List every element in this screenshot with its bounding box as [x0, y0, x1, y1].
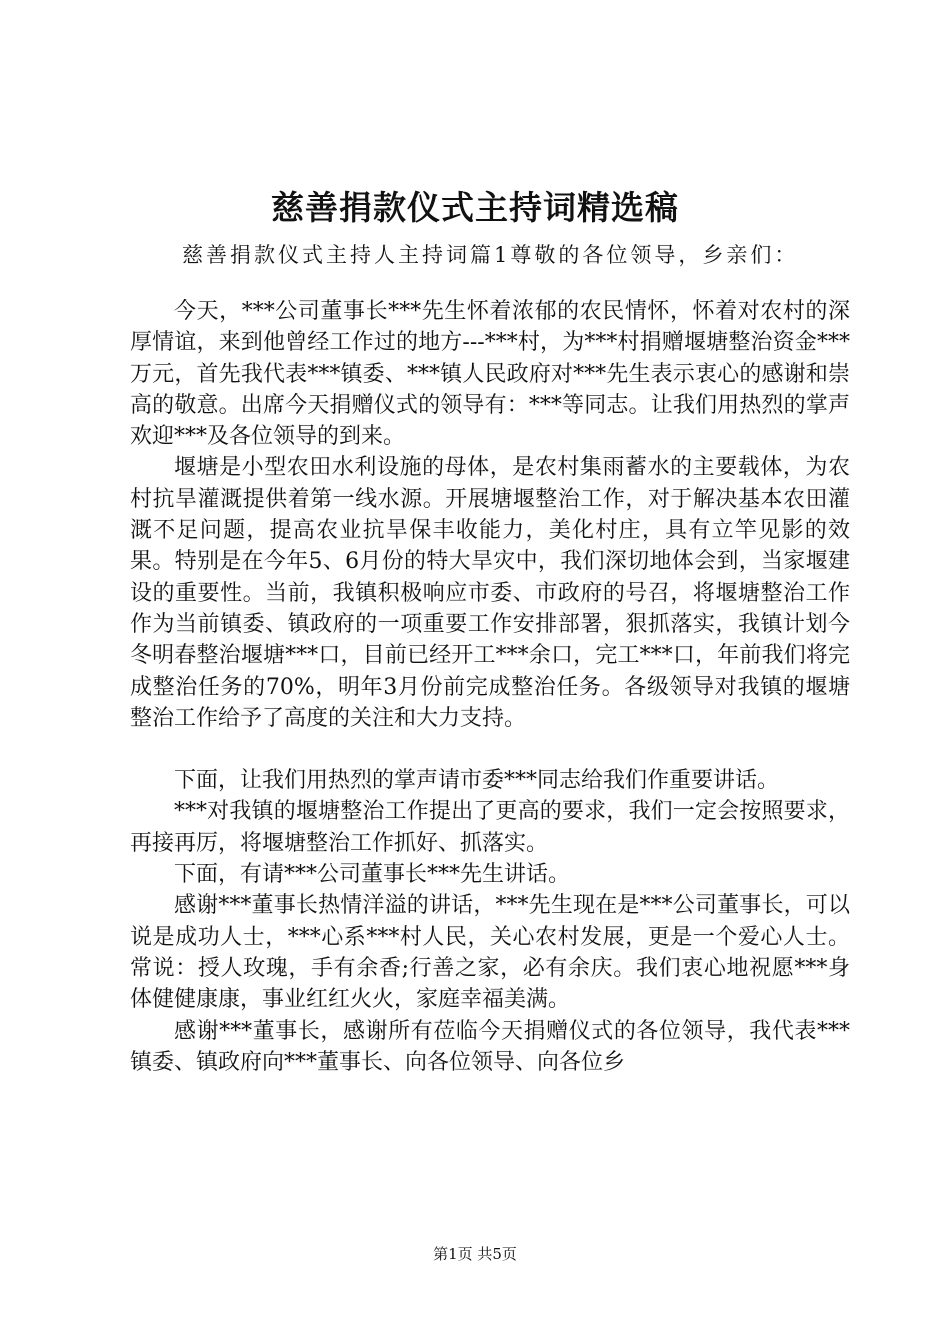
paragraph-1: 今天，***公司董事长***先生怀着浓郁的农民情怀，怀着对农村的深厚情谊，来到他曾经工作过的地方---***村，为***村捐赠堰塘整治资金***万元，首先我代表***镇委、***镇人民政府对***先生表示衷心的感谢和崇高的敬意。出席今天捐赠仪式的领导有：***等同志。让我们用热烈的掌声欢迎***及各位领导的到来。: [130, 299, 850, 450]
paragraph-4: ***对我镇的堰塘整治工作提出了更高的要求，我们一定会按照要求，再接再厉，将堰塘整治工作抓好、抓落实。: [130, 799, 850, 856]
paragraph-3: 下面，让我们用热烈的掌声请市委***同志给我们作重要讲话。: [174, 768, 780, 794]
paragraph-2: 堰塘是小型农田水利设施的母体，是农村集雨蓄水的主要载体，为农村抗旱灌溉提供着第一线水源。开展塘堰整治工作，对于解决基本农田灌溉不足问题，提高农业抗旱保丰收能力，美化村庄，具有立竿见影的效果。特别是在今年5、6月份的特大旱灾中，我们深切地体会到，当家堰建设的重要性。当前，我镇积极响应市委、市政府的号召，将堰塘整治工作作为当前镇委、镇政府的一项重要工作安排部署，狠抓落实，我镇计划今冬明春整治堰塘***口，目前已经开工***余口，完工***口，年前我们将完成整治任务的70%，明年3月份前完成整治任务。各级领导对我镇的堰塘整治工作给予了高度的关注和大力支持。: [130, 455, 850, 731]
paragraph-6: 感谢***董事长热情洋溢的讲话，***先生现在是***公司董事长，可以说是成功人士，***心系***村人民，关心农村发展，更是一个爱心人士。常说：授人玫瑰，手有余香;行善之家，必有余庆。我们衷心地祝愿***身体健健康康，事业红红火火，家庭幸福美满。: [130, 893, 850, 1013]
document-title: 慈善捐款仪式主持词精选稿: [271, 188, 679, 227]
page-number-footer: 第1页 共5页: [433, 1245, 517, 1263]
document-body: [130, 296, 850, 1078]
document-subtitle: 慈善捐款仪式主持人主持词篇1尊敬的各位领导，乡亲们：: [182, 243, 799, 267]
paragraph-5: 下面，有请***公司董事长***先生讲话。: [174, 862, 571, 888]
paragraph-7: 感谢***董事长，感谢所有莅临今天捐赠仪式的各位领导，我代表***镇委、镇政府向***董事长、向各位领导、向各位乡: [130, 1018, 850, 1075]
